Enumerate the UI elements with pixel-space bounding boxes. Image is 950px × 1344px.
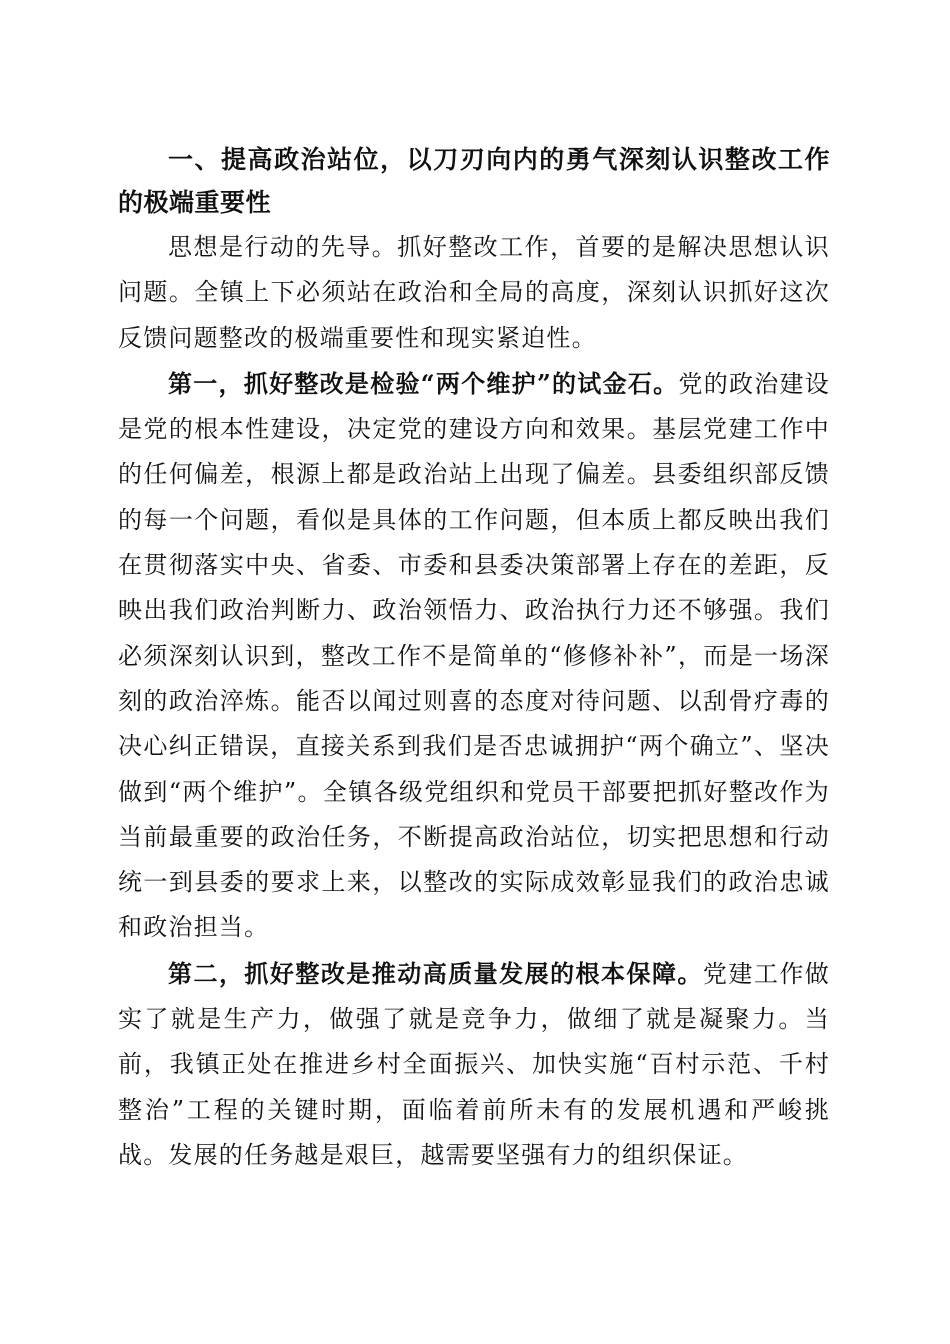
paragraph-body: 思想是行动的先导。抓好整改工作，首要的是解决思想认识问题。全镇上下必须站在政治和全局的高度，深刻认识抓好这次反馈问题整改的极端重要性和现实紧迫性。 (118, 233, 830, 352)
paragraph-lead: 第二，抓好整改是推动高质量发展的根本保障。 (168, 958, 703, 988)
paragraph-second-point (118, 951, 830, 1178)
paragraph-first-point (118, 361, 830, 951)
document-page (118, 138, 830, 1178)
paragraph-body: 党的政治建设是党的根本性建设，决定党的建设方向和效果。基层党建工作中的任何偏差，根源上都是政治站上出现了偏差。县委组织部反馈的每一个问题，看似是具体的工作问题，但本质上都反映出我们在贯彻落实中央、省委、市委和县委决策部署上存在的差距，反映出我们政治判断力、政治领悟力、政治执行力还不够强。我们必须深刻认识到，整改工作不是简单的“修修补补”，而是一场深刻的政治淬炼。能否以闻过则喜的态度对待问题、以刮骨疗毒的决心纠正错误，直接关系到我们是否忠诚拥护“两个确立”、坚决做到“两个维护”。全镇各级党组织和党员干部要把抓好整改作为当前最重要的政治任务，不断提高政治站位，切实把思想和行动统一到县委的要求上来，以整改的实际成效彰显我们的政治忠诚和政治担当。 (118, 369, 831, 942)
paragraph-lead: 第一，抓好整改是检验“两个维护”的试金石。 (168, 368, 679, 398)
paragraph-intro (118, 224, 830, 361)
paragraph-body: 党建工作做实了就是生产力，做强了就是竞争力，做细了就是凝聚力。当前，我镇正处在推进乡村全面振兴、加快实施“百村示范、千村整治”工程的关键时期，面临着前所未有的发展机遇和严峻挑战。发展的任务越是艰巨，越需要坚强有力的组织保证。 (118, 959, 831, 1169)
section-heading: 一、提高政治站位，以刀刃向内的勇气深刻认识整改工作的极端重要性 (118, 145, 830, 217)
